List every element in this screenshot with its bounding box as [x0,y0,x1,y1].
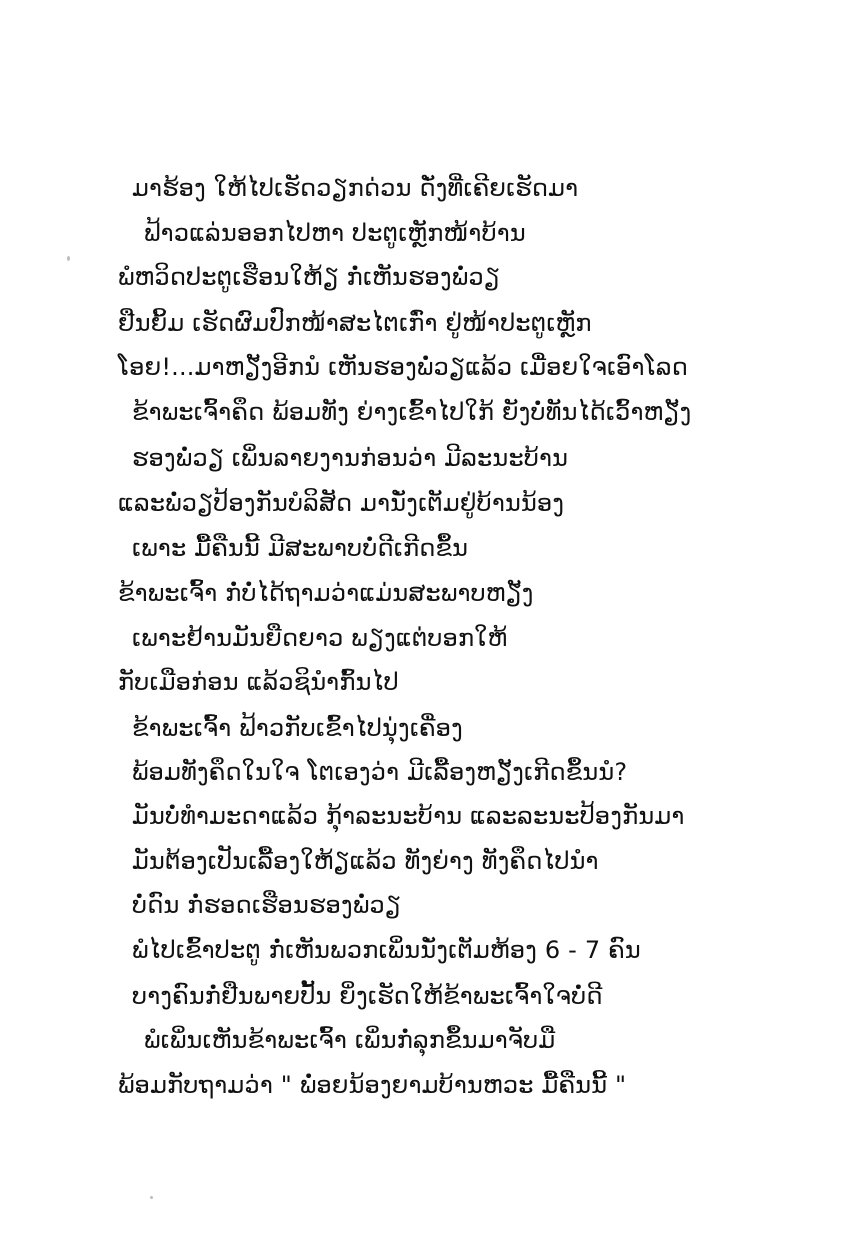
text-line: ຂ້າພະເຈົ້າ ຟ້າວກັບເຂົ້າໄປນຸ່ງເຄື່ອງ [132,714,463,742]
text-line: ມັນຕ້ອງເປັນເລື້ອງໃຫ້ຽແລ້ວ ທັງຍ່າງ ທັງຄຶດໄປນຳ [132,847,599,875]
scan-speck [150,1196,153,1199]
text-line: ເພາະຢ້ານມັນຍືດຍາວ ພຽງແຕ່ບອກໃຫ້ [132,624,508,652]
text-line: ຂ້າພະເຈົ້າ ກໍ່ບໍ່ໄດ້ຖາມວ່າແມ່ນສະພາບຫຽັງ [118,579,534,607]
text-line: ພ້ອມກັບຖາມວ່າ " ພໍ່ອຍນ້ອງຍາມບ້ານຫວະ ມື້ຄືນນີ້ " [118,1071,627,1099]
scan-speck [67,256,70,261]
text-line: ບາງຄົນກໍ່ຢືນພາຍປັ້ນ ຍິ່ງເຮັດໃຫ້ຂ້າພະເຈົ້າໃຈບໍ່ດີ [132,982,603,1010]
text-line: ຮອງພໍ່ວຽ ເພິ່ນລາຍງານກ່ອນວ່າ ມີລະນະບ້ານ [132,444,569,472]
text-line: ບໍ່ດົນ ກໍ່ຮອດເຮືອນຮອງພໍ່ວຽ [132,891,401,919]
text-line: ຢືນຍິ້ມ ເຮັດຜົມປົກໜ້າສະໄຕເກົ່າ ຢູ່ໜ້າປະຕູເຫຼັກ [118,309,592,337]
text-line: ພໍຫວິດປະຕູເຮືອນໃຫ້ຽ ກໍ່ເຫັນຮອງພໍ່ວຽ [118,263,500,291]
text-line: ຟ້າວແລ່ນອອກໄປຫາ ປະຕູເຫຼັກໜ້າບ້ານ [144,219,526,247]
text-line: ເພາະ ມື້ຄືນນີ້ ມີສະພາບບໍ່ດີເກີດຂຶ້ນ [132,534,469,562]
text-line: ມາຮ້ອງ ໃຫ້ໄປເຮັດວຽກດ່ວນ ດັ່ງທີ່ເຄີຍເຮັດມາ [132,174,579,202]
text-line: ມັນບໍ່ທຳມະດາແລ້ວ ກຸ້າລະນະບ້ານ ແລະລະນະປ້ອງກັນມາ [132,802,685,830]
text-line: ພ້ອມທັງຄຶດໃນໃຈ ໂຕເອງວ່າ ມີເລື້ອງຫຽັງເກີດຂຶ້ນນໍ? [132,758,628,786]
text-line: ຂ້າພະເຈົ້າຄຶດ ພ້ອມທັງ ຍ່າງເຂົ້າໄປໃກ້ ຍັງບໍ່ທັນໄດ້ເວົ້າຫຽັງ [132,398,692,426]
text-line: ແລະພໍ່ວຽປ້ອງກັນບໍລິສັດ ມານັ່ງເຕັມຢູ່ບ້ານນ້ອງ [118,489,565,517]
text-line: ໂອຍ!...ມາຫຽັງອີກນໍ ເຫັນຮອງພໍ່ວຽແລ້ວ ເມື່ອຍໃຈເອົາໂລດ [118,353,688,381]
text-line: ພໍໄປເຂົ້າປະຕູ ກໍ່ເຫັນພວກເພິ່ນນັ່ງເຕັມຫ້ອງ 6 - 7 ຄົນ [132,936,641,964]
text-line: ພໍເພິ່ນເຫັນຂ້າພະເຈົ້າ ເພິ່ນກໍ່ລຸກຂຶ້ນມາຈັບມື [144,1026,556,1054]
text-line: ກັບເມືອກ່ອນ ແລ້ວຊິນຳກົ້ນໄປ [118,668,399,696]
